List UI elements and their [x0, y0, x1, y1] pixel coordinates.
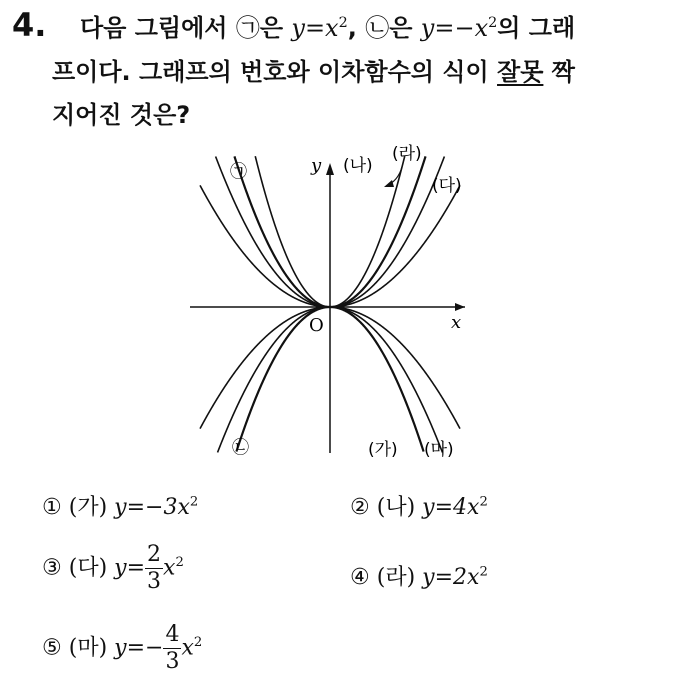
eq-b-lhs: y — [420, 14, 435, 42]
question-text: 프이다. 그래프의 번호와 이차함수의 식이 — [52, 58, 498, 86]
question-line-1 — [80, 8, 575, 43]
x-axis-label: x — [451, 312, 462, 333]
choice-eq: = — [126, 555, 146, 581]
choice-5[interactable] — [42, 624, 202, 673]
curve-label-ma: (마) — [424, 440, 454, 460]
eq-a-lhs: y — [291, 14, 305, 42]
fraction-denominator: 3 — [147, 569, 162, 594]
underlined-word: 잘못 — [497, 58, 544, 86]
choice-label: (가) — [68, 495, 108, 520]
fraction-denominator: 3 — [165, 649, 180, 674]
curve-label-g: ㉠ — [230, 162, 247, 182]
question-number: 4. — [12, 6, 47, 44]
choice-lhs: y — [114, 495, 127, 520]
choice-exp: 2 — [193, 635, 203, 651]
question-text: 은 — [259, 14, 292, 42]
choice-label: (마) — [68, 635, 108, 661]
curve-label-na: (나) — [343, 156, 373, 176]
curve-label-da: (다) — [432, 176, 462, 196]
choice-number: ① — [42, 495, 62, 520]
eq-a-exp: 2 — [338, 15, 348, 31]
ra-pointer-arrowhead — [384, 180, 394, 187]
choice-2[interactable] — [350, 490, 488, 521]
choice-rhs: =2x — [434, 565, 480, 590]
choice-eq: =− — [126, 635, 164, 661]
mark-a: ㉠ — [235, 14, 260, 42]
choice-lhs: y — [422, 565, 435, 590]
question-text: 의 그래 — [497, 14, 576, 42]
question-text: 짝 — [543, 58, 575, 86]
choice-number: ⑤ — [42, 635, 62, 661]
choice-fraction — [145, 544, 163, 593]
choice-exp: 2 — [479, 564, 488, 580]
choice-number: ③ — [42, 555, 62, 581]
choice-number: ② — [350, 495, 370, 520]
fraction-numerator: 2 — [147, 542, 162, 567]
choice-number: ④ — [350, 565, 370, 590]
y-axis-arrow — [326, 163, 334, 175]
eq-a-rhs: =x — [304, 14, 339, 42]
choice-4[interactable] — [350, 560, 488, 591]
choice-label: (나) — [376, 495, 416, 520]
question-line-2 — [52, 52, 575, 87]
choice-rhs: =4x — [434, 495, 480, 520]
choice-lhs: y — [422, 495, 435, 520]
choice-exp: 2 — [479, 494, 488, 510]
eq-b-exp: 2 — [488, 15, 498, 31]
question-line-3: 지어진 것은? — [52, 101, 191, 129]
choice-fraction — [163, 624, 181, 673]
curve-label-n: ㉡ — [232, 438, 249, 458]
comma: , — [347, 14, 366, 42]
choice-exp: 2 — [175, 555, 184, 571]
choice-lhs: y — [114, 555, 127, 581]
question-text: 다음 그림에서 — [80, 14, 236, 42]
choice-var: x — [163, 555, 176, 581]
origin-label: O — [309, 315, 324, 336]
choice-lhs: y — [114, 635, 127, 661]
choice-1[interactable] — [42, 490, 198, 521]
choice-exp: 2 — [189, 494, 199, 510]
y-axis-label: y — [311, 155, 322, 176]
parabola-graph — [180, 135, 490, 465]
question-text: 은 — [389, 14, 421, 42]
eq-b-rhs: =−x — [434, 14, 489, 42]
choice-rhs: =−3x — [126, 495, 190, 520]
x-axis-arrow — [455, 303, 465, 311]
choice-label: (라) — [376, 565, 416, 590]
curve-label-ga: (가) — [368, 440, 398, 460]
curve-label-ra: (라) — [392, 144, 422, 164]
mark-b: ㉡ — [365, 14, 390, 42]
choice-label: (다) — [68, 555, 108, 581]
fraction-numerator: 4 — [165, 622, 180, 647]
choice-var: x — [181, 635, 194, 661]
choice-3[interactable] — [42, 544, 184, 593]
